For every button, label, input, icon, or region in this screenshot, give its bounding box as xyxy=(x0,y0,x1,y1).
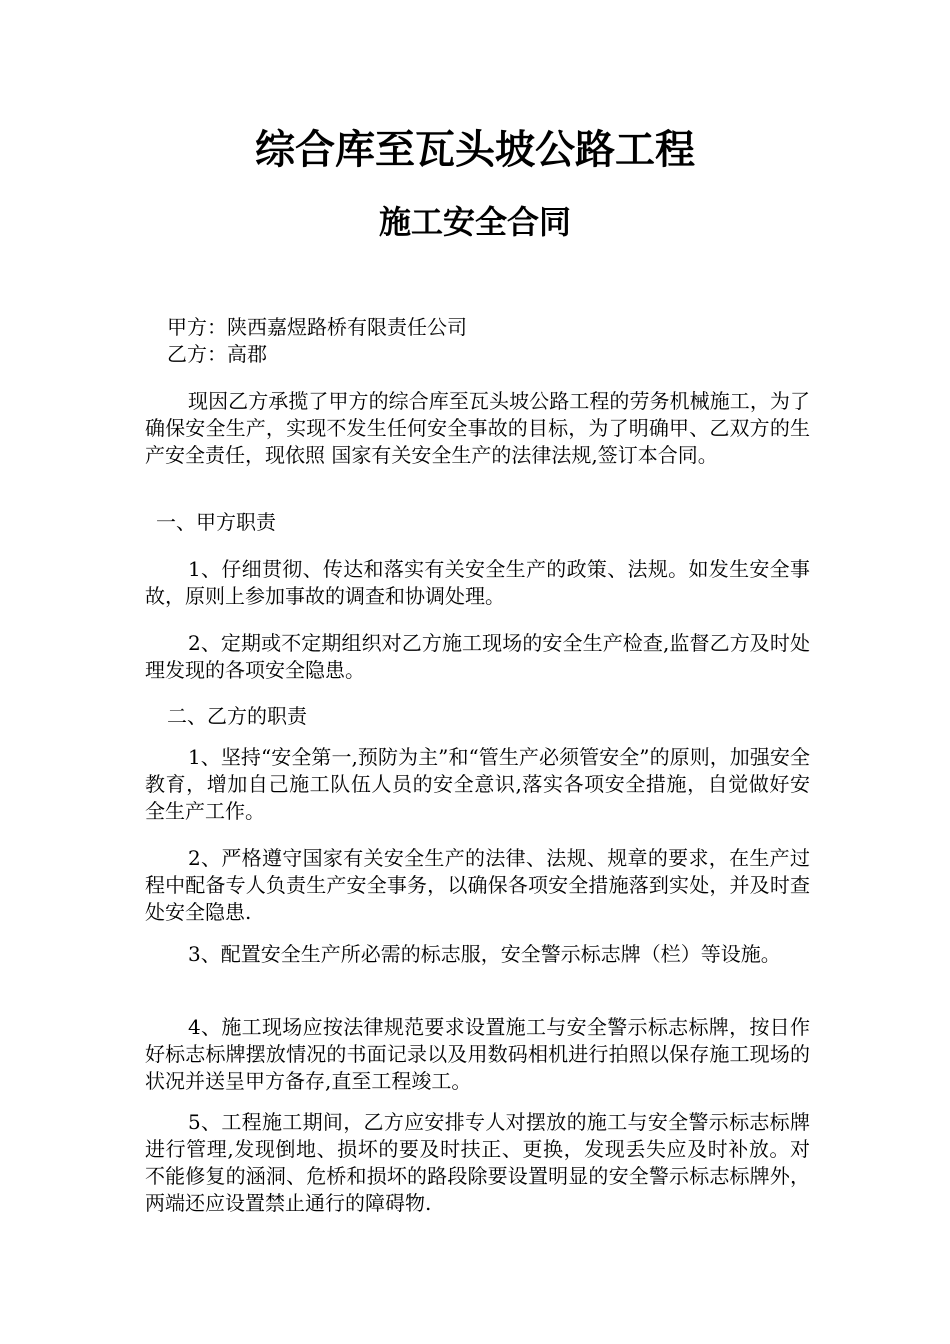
section-2-item-1: 1、坚持“安全第一,预防为主”和“管生产必须管安全”的原则，加强安全教育，增加自己施工队伍人员的安全意识,落实各项安全措施，自觉做好安全生产工作。 xyxy=(145,745,810,823)
section-2-item-2: 2、严格遵守国家有关安全生产的法律、法规、规章的要求，在生产过程中配备专人负责生产安全事务，以确保各项安全措施落到实处，并及时查处安全隐患. xyxy=(145,846,810,924)
section-2-heading: 二、乙方的职责 xyxy=(167,704,307,728)
section-2-item-3: 3、配置安全生产所必需的标志服，安全警示标志牌（栏）等设施。 xyxy=(188,942,781,966)
party-a: 甲方：陕西嘉煜路桥有限责任公司 xyxy=(167,315,467,339)
document-title: 综合库至瓦头坡公路工程 xyxy=(255,127,695,173)
intro-paragraph: 现因乙方承揽了甲方的综合库至瓦头坡公路工程的劳务机械施工，为了确保安全生产，实现不发生任何安全事故的目标，为了明确甲、乙双方的生产安全责任，现依照 国家有关安全生产的法律法规,签订本合同。 xyxy=(145,389,810,467)
section-2-item-5: 5、工程施工期间，乙方应安排专人对摆放的施工与安全警示标志标牌进行管理,发现倒地、损坏的要及时扶正、更换，发现丢失应及时补放。对不能修复的涵洞、危桥和损坏的路段除要设置明显的安全警示标志标牌外，两端还应设置禁止通行的障碍物. xyxy=(145,1110,810,1215)
section-1-item-1: 1、仔细贯彻、传达和落实有关安全生产的政策、法规。如发生安全事故，原则上参加事故的调查和协调处理。 xyxy=(145,557,810,608)
document-subtitle: 施工安全合同 xyxy=(378,203,571,241)
party-b: 乙方：高郡 xyxy=(167,342,267,366)
section-1-heading: 一、甲方职责 xyxy=(156,510,276,534)
section-2-item-4: 4、施工现场应按法律规范要求设置施工与安全警示标志标牌，按日作好标志标牌摆放情况的书面记录以及用数码相机进行拍照以保存施工现场的状况并送呈甲方备存,直至工程竣工。 xyxy=(145,1015,810,1093)
section-1-item-2: 2、定期或不定期组织对乙方施工现场的安全生产检查,监督乙方及时处理发现的各项安全隐患。 xyxy=(145,631,810,682)
